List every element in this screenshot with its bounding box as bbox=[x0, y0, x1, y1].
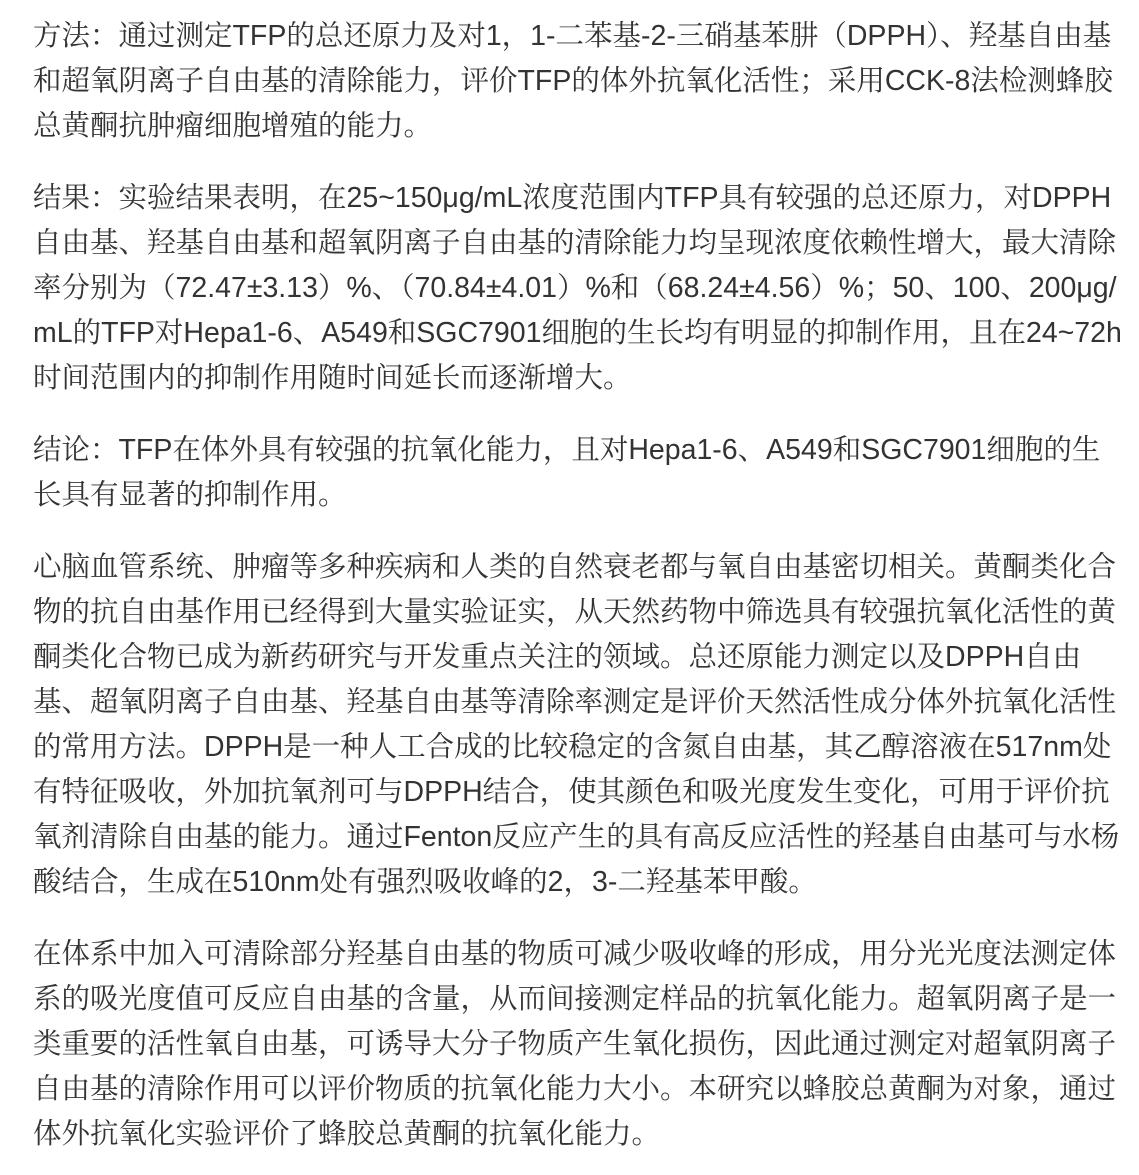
paragraph-conclusion: 结论：TFP在体外具有较强的抗氧化能力，且对Hepa1-6、A549和SGC7901细胞的生长具有显著的抑制作用。 bbox=[33, 434, 1101, 511]
paragraph-background-measurement: 在体系中加入可清除部分羟基自由基的物质可减少吸收峰的形成，用分光光度法测定体系的吸光度值可反应自由基的含量，从而间接测定样品的抗氧化能力。超氧阴离子是一类重要的活性氧自由基，可诱导大分子物质产生氧化损伤，因此通过测定对超氧阴离子自由基的清除作用可以评价物质的抗氧化能力大小。本研究以蜂胶总黄酮为对象，通过体外抗氧化实验评价了蜂胶总黄酮的抗氧化能力。 bbox=[33, 938, 1117, 1150]
abstract-text-block bbox=[33, 14, 1125, 1157]
paragraph-background-free-radicals: 心脑血管系统、肿瘤等多种疾病和人类的自然衰老都与氧自由基密切相关。黄酮类化合物的抗自由基作用已经得到大量实验证实，从天然药物中筛选具有较强抗氧化活性的黄酮类化合物已成为新药研究与开发重点关注的领域。总还原能力测定以及DPPH自由基、超氧阴离子自由基、羟基自由基等清除率测定是评价天然活性成分体外抗氧化活性的常用方法。DPPH是一种人工合成的比较稳定的含氮自由基，其乙醇溶液在517nm处有特征吸收，外加抗氧剂可与DPPH结合，使其颜色和吸光度发生变化，可用于评价抗氧剂清除自由基的能力。通过Fenton反应产生的具有高反应活性的羟基自由基可与水杨酸结合，生成在510nm处有强烈吸收峰的2，3-二羟基苯甲酸。 bbox=[33, 551, 1120, 898]
paragraph-results: 结果：实验结果表明，在25~150μg/mL浓度范围内TFP具有较强的总还原力，对DPPH自由基、羟基自由基和超氧阴离子自由基的清除能力均呈现浓度依赖性增大，最大清除率分别为（72.47±3.13）%、（70.84±4.01）%和（68.24±4.56）%；50、100、200μg/mL的TFP对Hepa1-6、A549和SGC7901细胞的生长均有明显的抑制作用，且在24~72h时间范围内的抑制作用随时间延长而逐渐增大。 bbox=[33, 182, 1122, 394]
paragraph-methods: 方法：通过测定TFP的总还原力及对1，1-二苯基-2-三硝基苯肼（DPPH）、羟基自由基和超氧阴离子自由基的清除能力，评价TFP的体外抗氧化活性；采用CCK-8法检测蜂胶总黄酮抗肿瘤细胞增殖的能力。 bbox=[33, 20, 1113, 142]
